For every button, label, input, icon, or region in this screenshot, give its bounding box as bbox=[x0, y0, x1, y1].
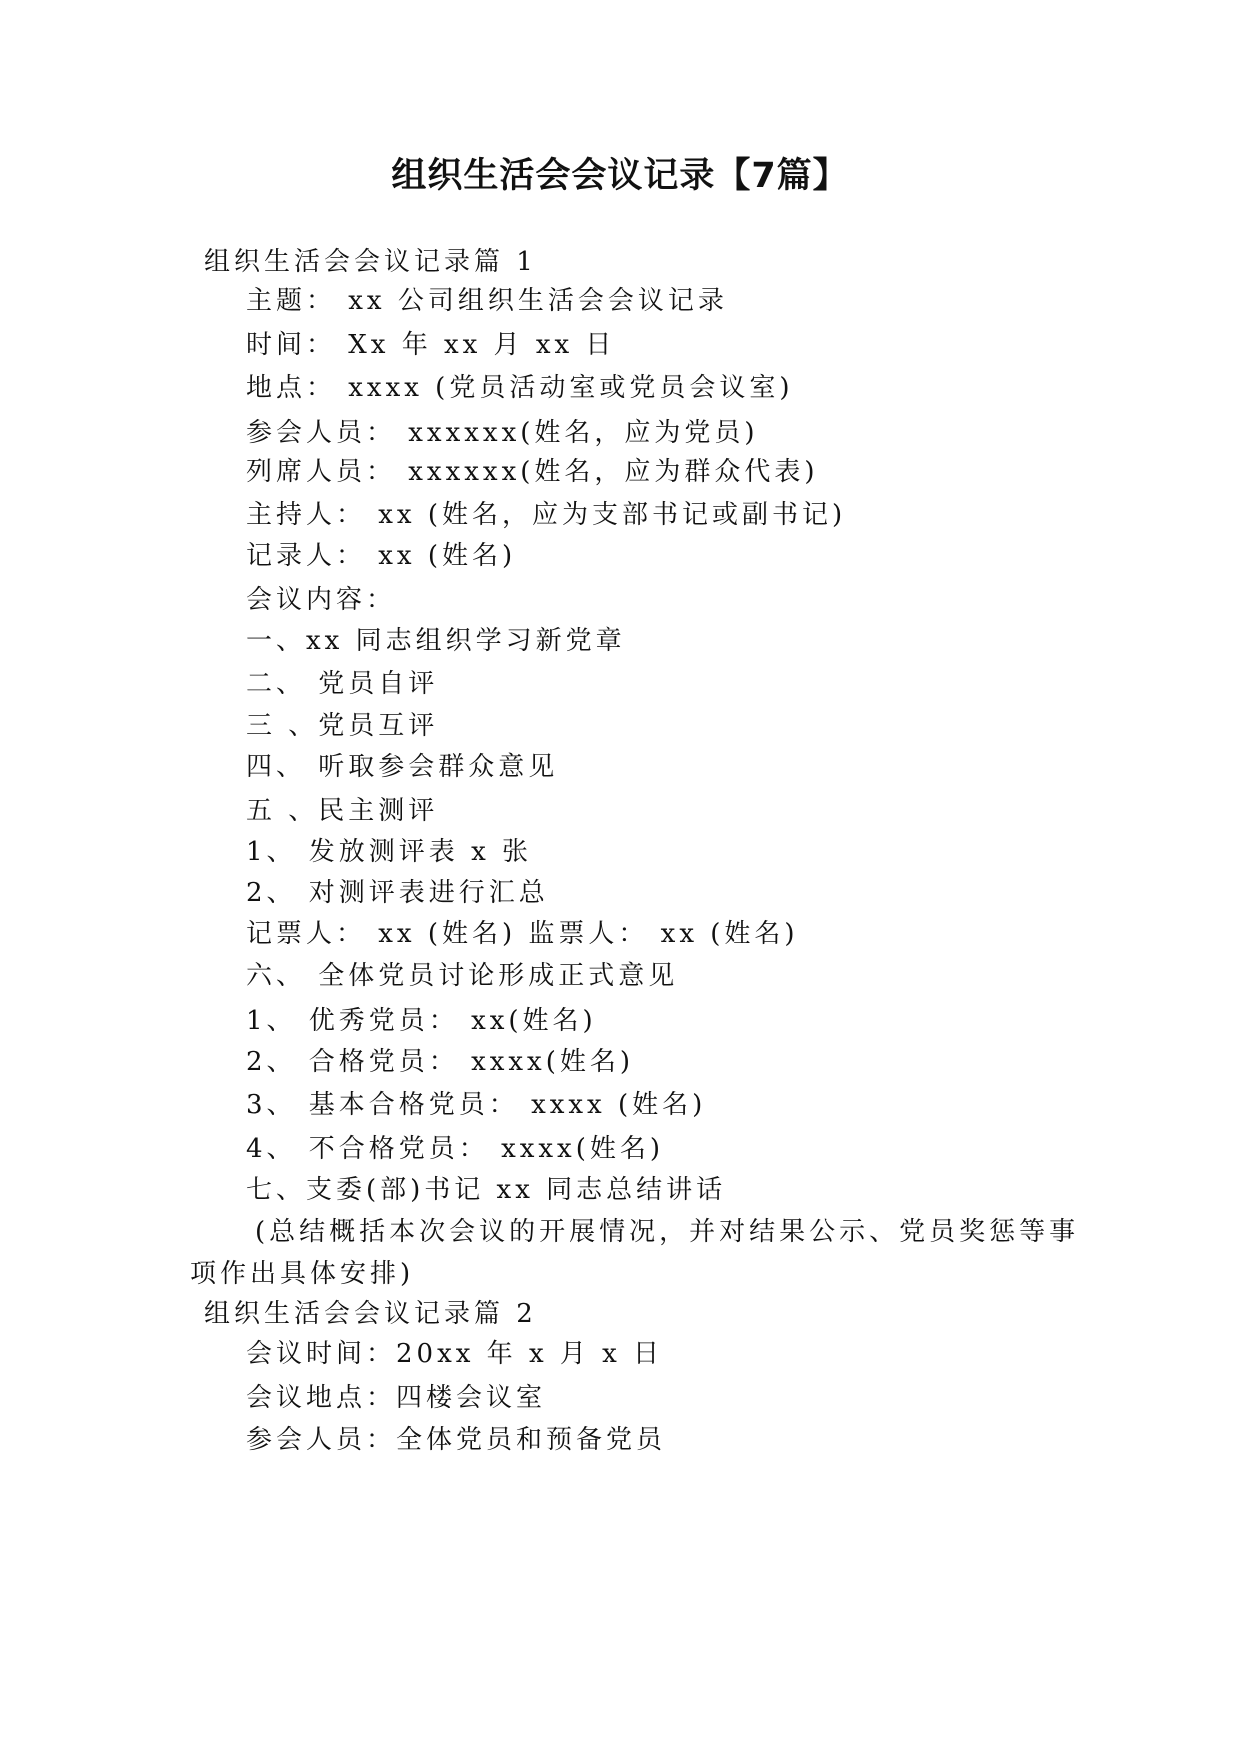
section-2-attendees: 参会人员：全体党员和预备党员 bbox=[246, 1425, 667, 1455]
section-2-meeting-location: 会议地点：四楼会议室 bbox=[246, 1383, 547, 1413]
agenda-item-2: 二、 党员自评 bbox=[246, 669, 439, 699]
meeting-topic: 主题： xx 公司组织生活会会议记录 bbox=[246, 286, 728, 316]
meeting-content-label: 会议内容： bbox=[246, 585, 397, 615]
agenda-item-5: 五 、民主测评 bbox=[246, 796, 439, 826]
agenda-item-4: 四、 听取参会群众意见 bbox=[246, 752, 559, 782]
meeting-time: 时间： Xx 年 xx 月 xx 日 bbox=[246, 330, 616, 360]
section-2-heading: 组织生活会会议记录篇 2 bbox=[204, 1299, 537, 1329]
summary-note-continued: 项作出具体安排) bbox=[190, 1259, 415, 1289]
recorder: 记录人： xx (姓名) bbox=[246, 541, 517, 571]
document-title: 组织生活会会议记录【7篇】 bbox=[391, 156, 849, 196]
section-2-meeting-time: 会议时间：20xx 年 x 月 x 日 bbox=[246, 1339, 664, 1369]
agenda-item-6: 六、 全体党员讨论形成正式意见 bbox=[246, 961, 679, 991]
agenda-subitem: 1、 优秀党员： xx(姓名) bbox=[246, 1006, 597, 1036]
host: 主持人： xx (姓名，应为支部书记或副书记) bbox=[246, 500, 847, 530]
section-1-heading: 组织生活会会议记录篇 1 bbox=[204, 247, 537, 277]
agenda-subitem: 1、 发放测评表 x 张 bbox=[246, 837, 532, 867]
summary-note: (总结概括本次会议的开展情况，并对结果公示、党员奖惩等事 bbox=[255, 1217, 1080, 1247]
agenda-item-1: 一、xx 同志组织学习新党章 bbox=[246, 626, 626, 656]
agenda-item-7: 七、支委(部)书记 xx 同志总结讲话 bbox=[246, 1175, 727, 1205]
agenda-item-3: 三 、党员互评 bbox=[246, 711, 439, 741]
agenda-subitem: 3、 基本合格党员： xxxx (姓名) bbox=[246, 1090, 707, 1120]
agenda-subitem: 2、 对测评表进行汇总 bbox=[246, 878, 549, 908]
vote-counters: 记票人： xx (姓名) 监票人： xx (姓名) bbox=[246, 919, 799, 949]
attendees: 参会人员： xxxxxx(姓名，应为党员) bbox=[246, 418, 759, 448]
agenda-subitem: 4、 不合格党员： xxxx(姓名) bbox=[246, 1134, 665, 1164]
meeting-location: 地点： xxxx (党员活动室或党员会议室) bbox=[246, 373, 794, 403]
observers: 列席人员： xxxxxx(姓名，应为群众代表) bbox=[246, 457, 819, 487]
agenda-subitem: 2、 合格党员： xxxx(姓名) bbox=[246, 1047, 635, 1077]
